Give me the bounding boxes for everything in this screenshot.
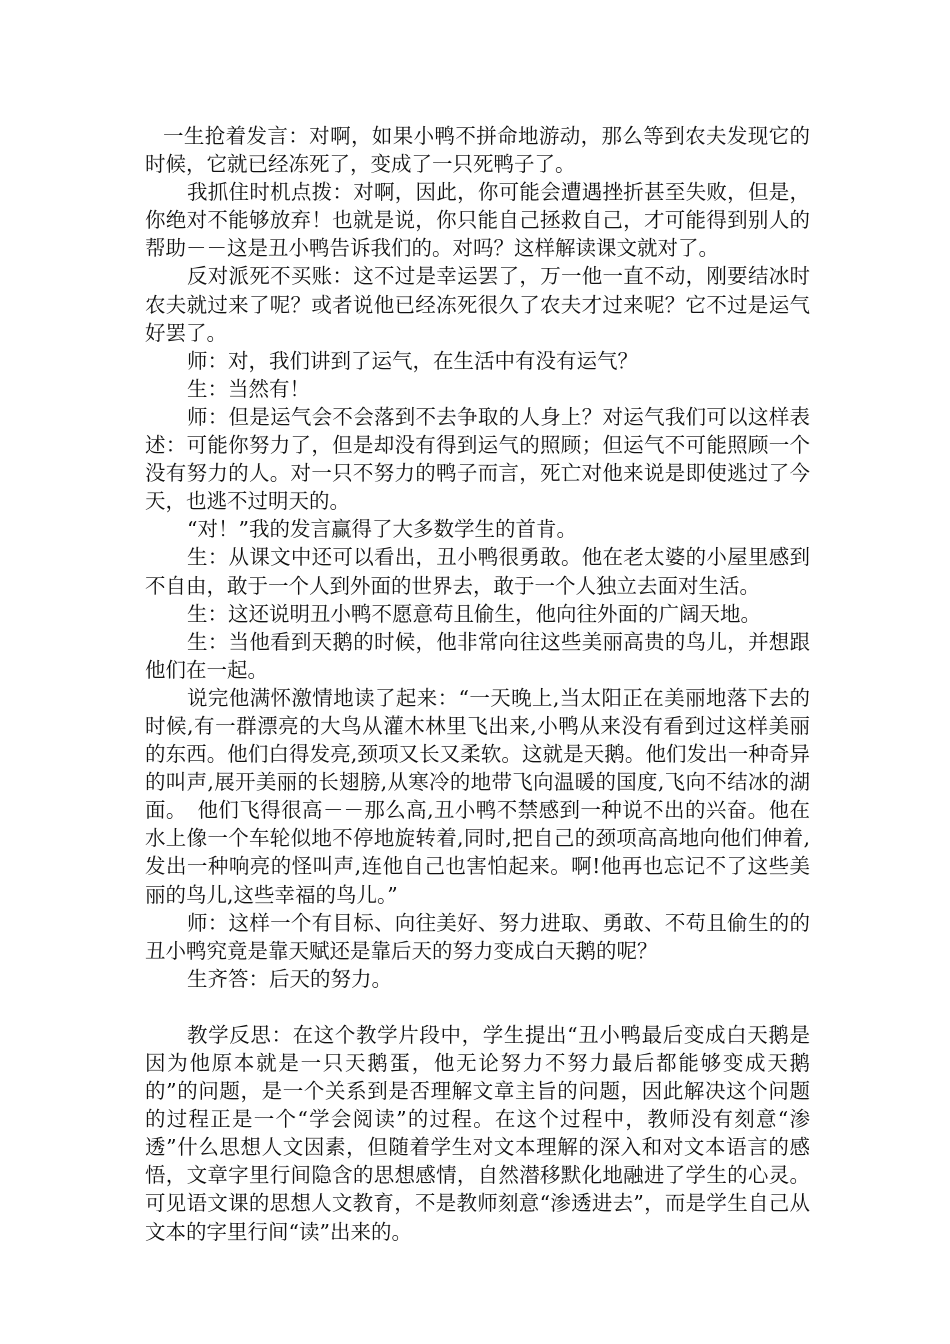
paragraph-student-reply: 一生抢着发言：对啊，如果小鸭不拼命地游动，那么等到农夫发现它的时候，它就已经冻死了，变成了一只死鸭子了。 [145, 124, 810, 177]
paragraph-chorus-answer: 生齐答：后天的努力。 [187, 966, 392, 991]
paragraph-student-longing: 生：这还说明丑小鸭不愿意苟且偷生，他向往外面的广阔天地。 [187, 601, 761, 626]
paragraph-opposition: 反对派死不买账：这不过是幸运罢了，万一他一直不动，刚要结冰时农夫就过来了呢？或者说他已经冻死很久了农夫才过来呢？它不过是运气好罢了。 [145, 264, 810, 345]
paragraph-reading-quote: 说完他满怀激情地读了起来：“一天晚上,当太阳正在美丽地落下去的时候,有一群漂亮的大鸟从灌木林里飞出来,小鸭从来没有看到过这样美丽的东西。他们白得发亮,颈项又长又柔软。这就是天鹅。他们发出一种奇异的叫声,展开美丽的长翅膀,从寒冷的地带飞向温暖的国度,飞向不结冰的湖面。 他们飞得很高－－那么高,丑小鸭不禁感到一种说不出的兴奋。他在水上像一个车轮似地不停地旋转着,同时,把自己的颈项高高地向他们伸着,发出一种响亮的怪叫声,连他自己也害怕起来。啊!他再也忘记不了这些美丽的鸟儿,这些幸福的鸟儿。” [145, 685, 810, 907]
paragraph-teacher-summary: 师：这样一个有目标、向往美好、努力进取、勇敢、不苟且偷生的的丑小鸭究竟是靠天赋还是靠后天的努力变成白天鹅的呢？ [145, 910, 810, 963]
document-page [145, 122, 810, 1246]
paragraph-teacher-guidance: 我抓住时机点拨：对啊，因此，你可能会遭遇挫折甚至失败，但是，你绝对不能够放弃！也就是说，你只能自己拯救自己，才可能得到别人的帮助－－这是丑小鸭告诉我们的。对吗？这样解读课文就对了。 [145, 180, 810, 261]
paragraph-student-swans: 生：当他看到天鹅的时候，他非常向往这些美丽高贵的鸟儿，并想跟他们在一起。 [145, 629, 810, 682]
paragraph-student-answer: 生：当然有！ [187, 376, 310, 401]
paragraph-teacher-question: 师：对，我们讲到了运气，在生活中有没有运气？ [187, 348, 638, 373]
paragraph-approval: “对！”我的发言赢得了大多数学生的首肯。 [187, 517, 577, 542]
paragraph-teaching-reflection: 教学反思：在这个教学片段中，学生提出“丑小鸭最后变成白天鹅是因为他原本就是一只天鹅蛋，他无论努力不努力最后都能够变成天鹅的”的问题，是一个关系到是否理解文章主旨的问题，因此解决这个问题的过程正是一个“学会阅读”的过程。在这个过程中，教师没有刻意“渗透”什么思想人文因素，但随着学生对文本理解的深入和对文本语言的感悟，文章字里行间隐含的思想感情，自然潜移默化地融进了学生的心灵。可见语文课的思想人文教育，不是教师刻意“渗透进去”，而是学生自己从文本的字里行间“读”出来的。 [145, 1022, 810, 1244]
paragraph-student-brave: 生：从课文中还可以看出，丑小鸭很勇敢。他在老太婆的小屋里感到不自由，敢于一个人到外面的世界去，敢于一个人独立去面对生活。 [145, 545, 810, 598]
paragraph-teacher-luck: 师：但是运气会不会落到不去争取的人身上？对运气我们可以这样表述：可能你努力了，但是却没有得到运气的照顾；但运气不可能照顾一个没有努力的人。对一只不努力的鸭子而言，死亡对他来说是即使逃过了今天，也逃不过明天的。 [145, 404, 810, 514]
paragraph-gap [145, 993, 810, 1021]
